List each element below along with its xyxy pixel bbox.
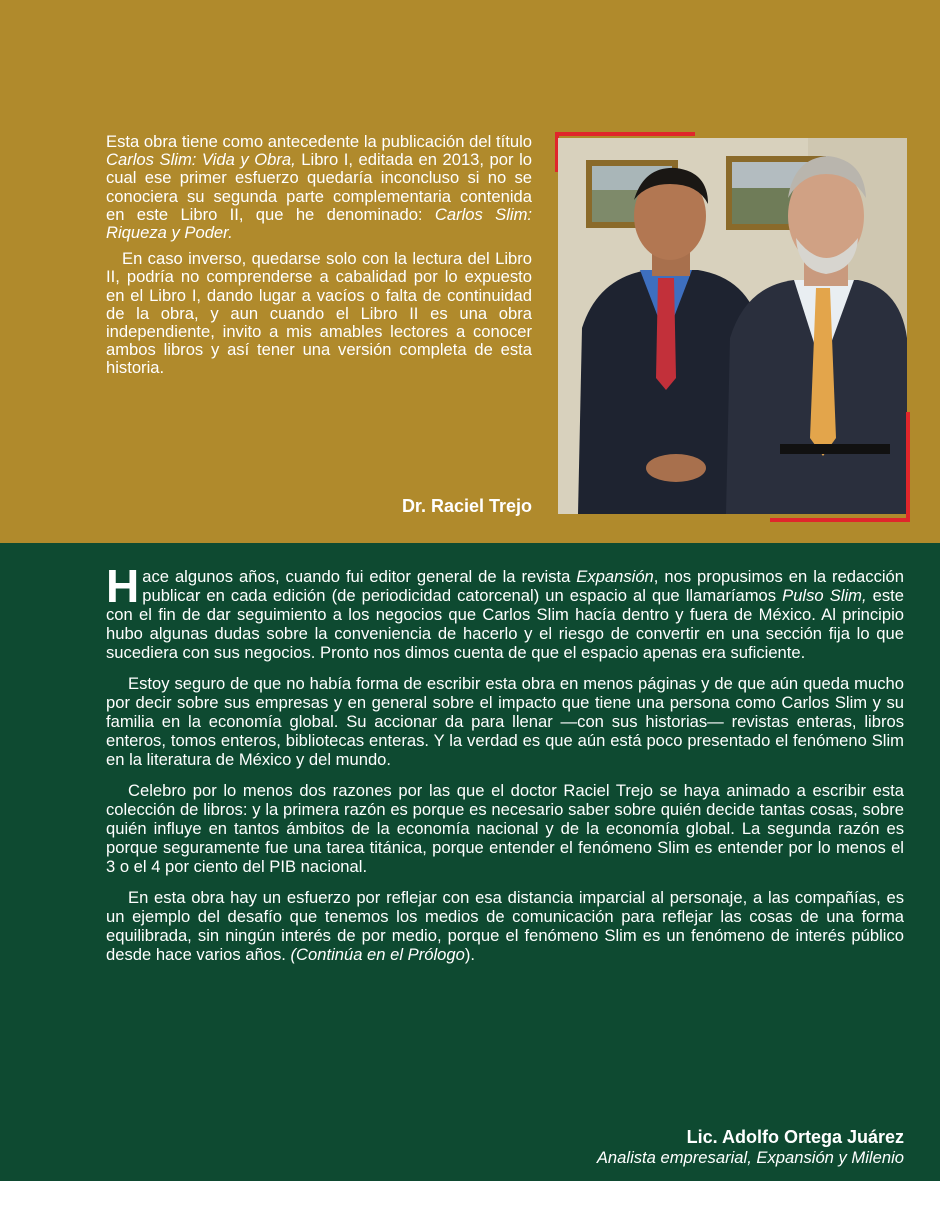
accent-bar-bottom: [770, 518, 910, 522]
reviewer-role: Analista empresarial, Expansión y Milenio: [596, 1148, 904, 1167]
bottom-text-block: [106, 560, 905, 964]
top-text-block: [106, 133, 532, 378]
bottom-paragraph-4: En esta obra hay un esfuerzo por reflejar con esa distancia imparcial al personaje, a las compañías, es un ejemplo del desafío que tenemos los medios de comunicación para reflejar las cosas de una forma equilibrada, sin ningún interés de por medio, porque el fenómeno Slim es un fenómeno de interés público desde hace varios años. (Continúa en el Prólogo).: [106, 888, 904, 964]
bottom-paragraph-3: Celebro por lo menos dos razones por las que el doctor Raciel Trejo se haya animado a escribir esta colección de libros: y la primera razón es porque es necesario saber sobre quién decide tantas cosas, sobre quién influye en tantos ámbitos de la economía nacional y de la economía global. La segunda razón es porque seguramente fue una tarea titánica, porque entender el fenómeno Slim es entender por lo menos el 3 o el 4 por ciento del PIB nacional.: [106, 781, 904, 876]
top-paragraph-1: Esta obra tiene como antecedente la publicación del título Carlos Slim: Vida y Obra, Libro I, editada en 2013, por lo cual ese primer esfuerzo quedaría inconcluso si no se conociera su segunda parte complementaria contenida en este Libro II, que he denominado: Carlos Slim: Riqueza y Poder.: [106, 132, 532, 243]
accent-bar-top: [555, 132, 695, 136]
drop-cap: H: [106, 560, 140, 612]
bottom-paragraph-1: Hace algunos años, cuando fui editor general de la revista Expansión, nos propusimos en la redacción publicar en cada edición (de periodicidad catorcenal) un espacio al que llamaríamos Pulso Slim, este con el fin de dar seguimiento a los negocios que Carlos Slim hacía dentro y fuera de México. Al principio hubo algunas dudas sobre la conveniencia de hacerlo y el riesgo de convertir en una sección fija lo que sucediera con sus negocios. Pronto nos dimos cuenta de que el espacio apenas era suficiente.: [106, 560, 905, 662]
author-signature: Dr. Raciel Trejo: [401, 496, 532, 516]
bottom-paragraph-2: Estoy seguro de que no había forma de escribir esta obra en menos páginas y de que aún queda mucho por decir sobre sus empresas y en general sobre el impacto que tiene una persona como Carlos Slim y su familia en la economía global. Su accionar da para llenar —con sus historias— revistas enteras, libros enteros, tomos enteros, bibliotecas enteras. Y la verdad es que aún está poco presentado el fenómeno Slim en la literatura de México y del mundo.: [106, 674, 904, 769]
accent-bar-bottom-vertical: [906, 412, 910, 522]
author-photo: [558, 138, 907, 514]
reviewer-signature: [597, 1126, 904, 1168]
reviewer-name: Lic. Adolfo Ortega Juárez: [686, 1127, 904, 1147]
top-paragraph-2: En caso inverso, quedarse solo con la lectura del Libro II, podría no comprenderse a cabalidad por lo expuesto en el Libro I, dando lugar a vacíos o falta de continuidad de la obra, y aun cuando el Libro II es una obra independiente, invito a mis amables lectores a conocer ambos libros y así tener una versión completa de esta historia.: [106, 249, 532, 378]
author-photo-frame: [555, 132, 910, 522]
top-gold-section: [0, 0, 940, 543]
bottom-green-section: [0, 543, 940, 1181]
